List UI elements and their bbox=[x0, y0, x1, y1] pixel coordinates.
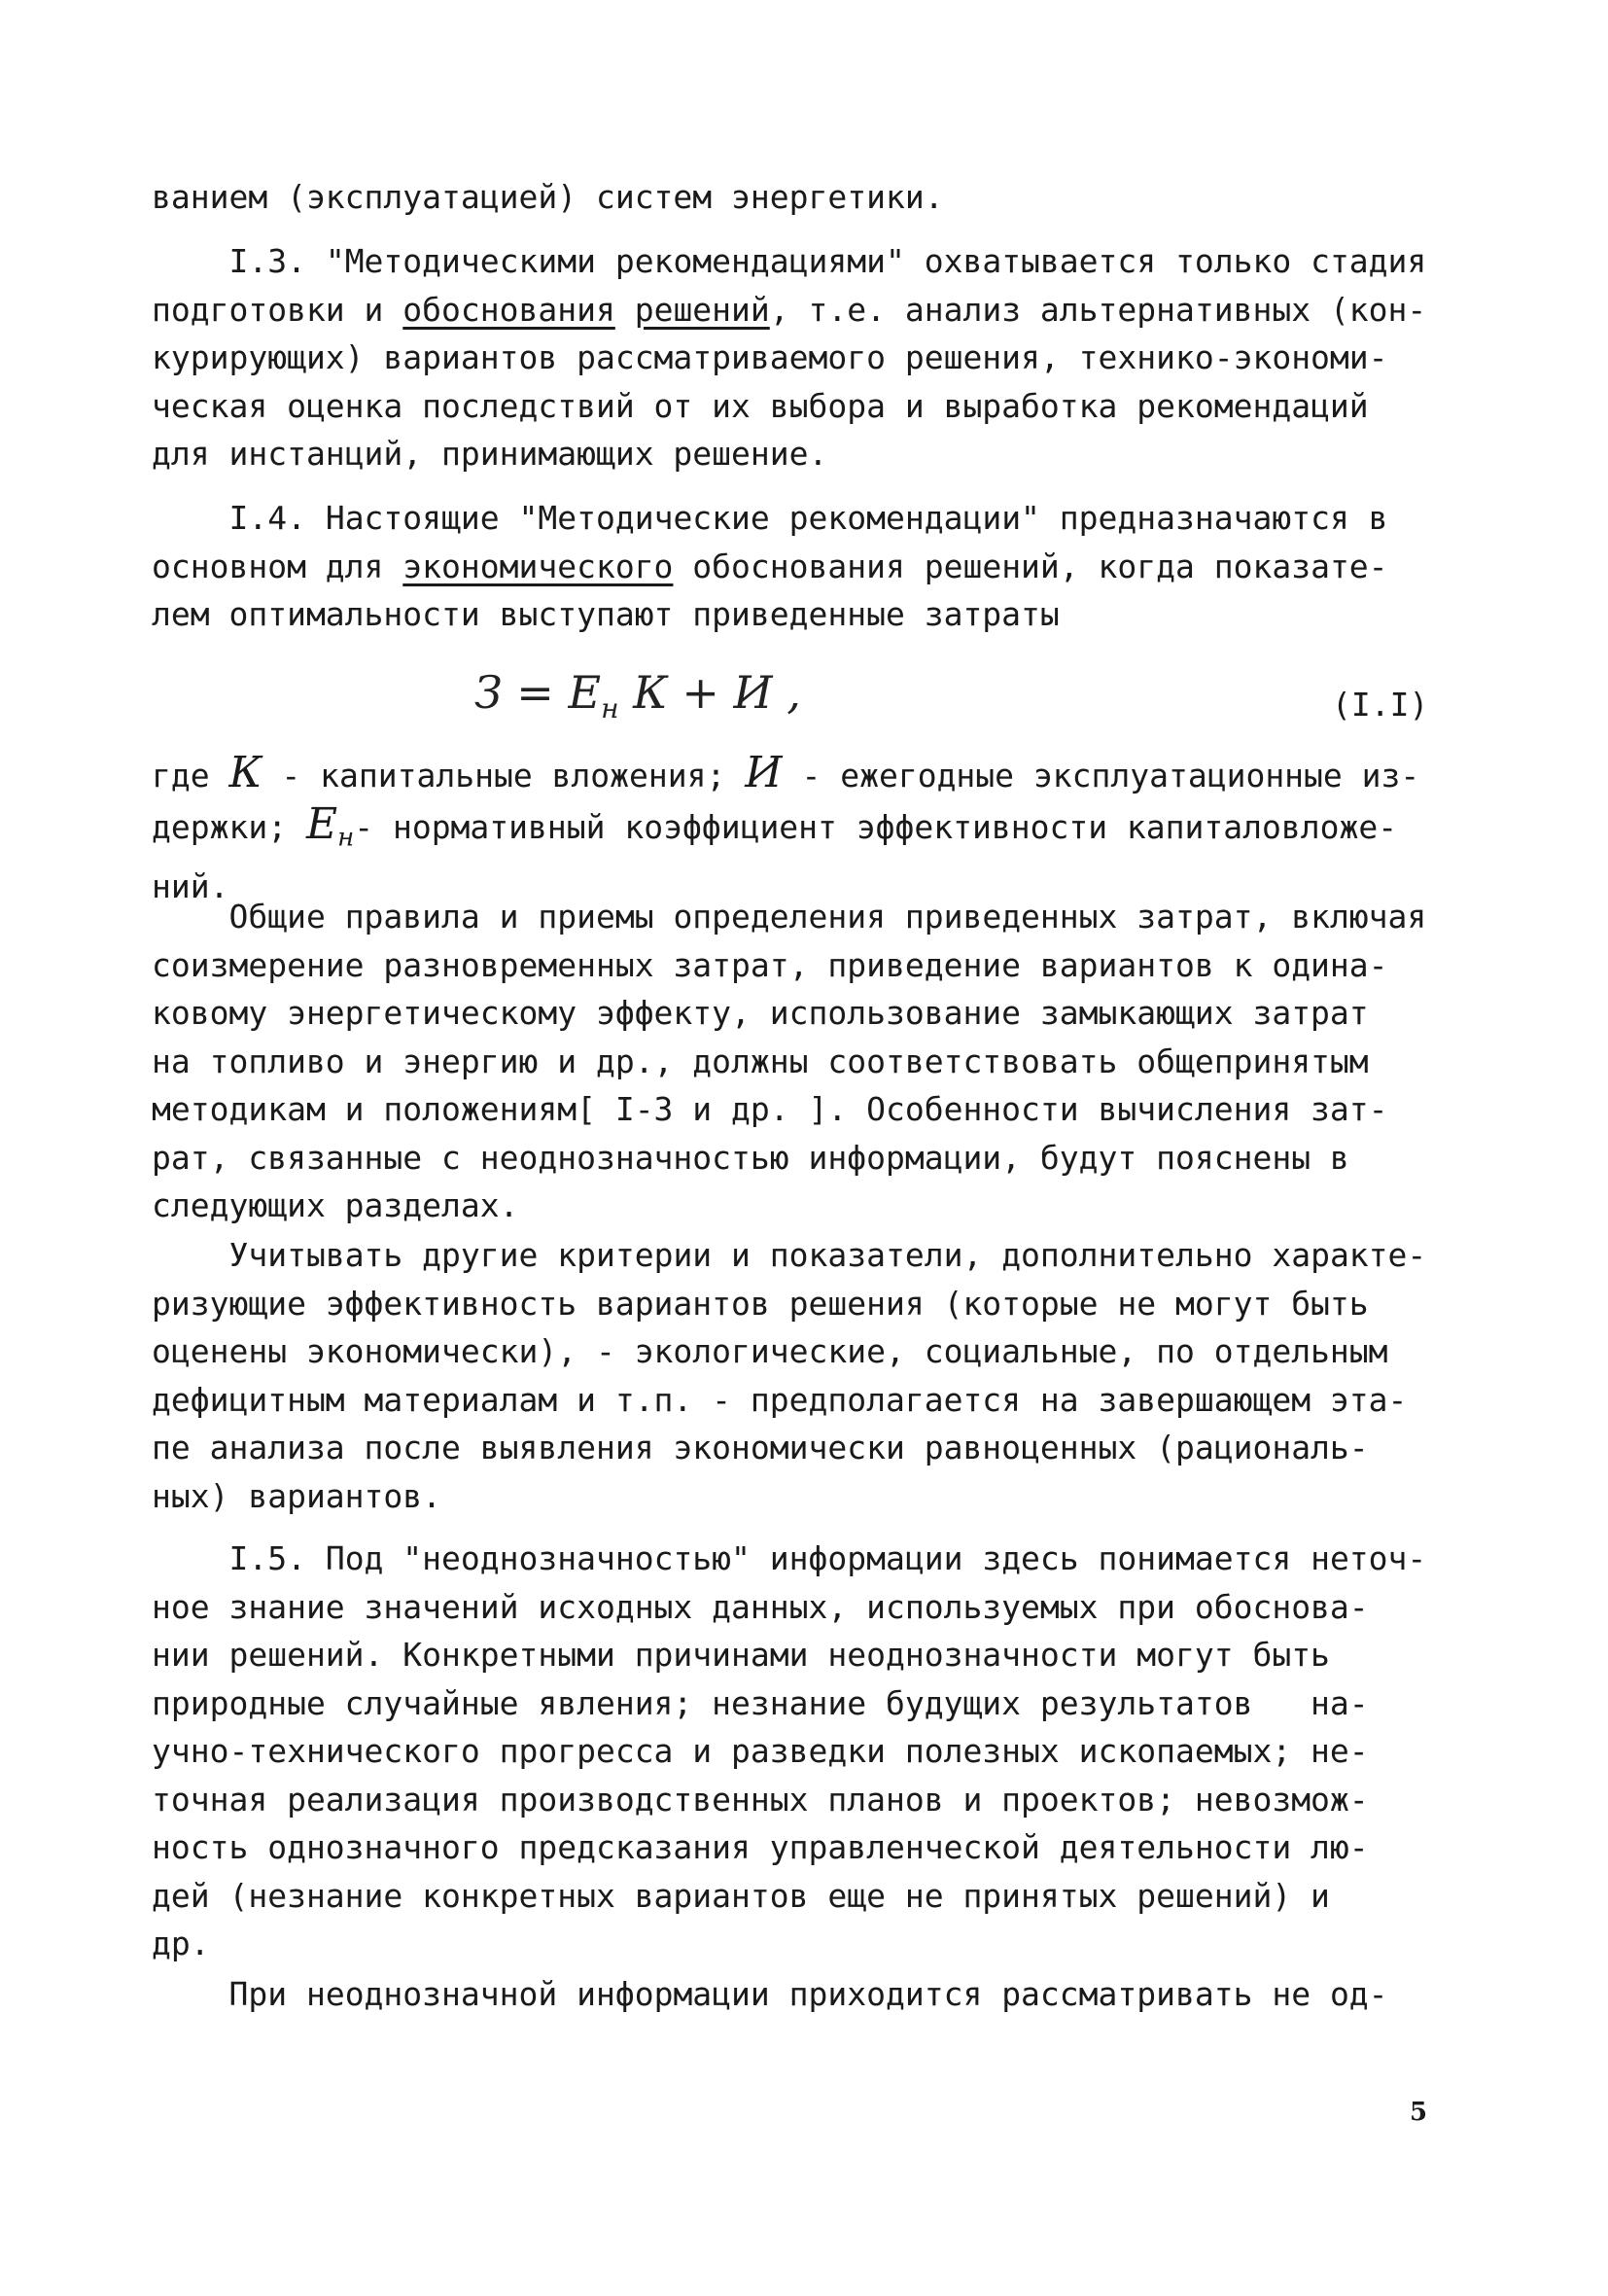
symbol-e: Е bbox=[305, 798, 338, 849]
text-run: I.4. Настоящие "Методические рекомендации" предназначаются в основном для bbox=[152, 499, 1388, 585]
symbol-k: К bbox=[228, 748, 262, 797]
underlined-word-resheniy: решений bbox=[634, 290, 770, 329]
symbol-e-subscript: н bbox=[337, 823, 355, 853]
text-run: I.3. "Методическими рекомендациями" охватывается только стадия подготовки и bbox=[152, 242, 1427, 329]
paragraph-general-rules: Общие правила и приемы определения приведенных затрат, включая соизмерение разновременных затрат, приведение вариантов к одина- ковому энергетическому эффекту, использование замыкающих затрат на топливо и энергию и др., должны соответствовать общепринятым методикам и положениям[ I-3 и др. ]. Особенности вычисления зат- рат, связанные с неоднозначностью информации, будут пояснены в следующих разделах. bbox=[152, 898, 1427, 1224]
formula-number: (I.I) bbox=[1332, 686, 1429, 724]
formula-subscript-n: н bbox=[601, 692, 619, 724]
paragraph-1-3 bbox=[152, 237, 1450, 478]
formula-k: К bbox=[633, 666, 668, 719]
text-run: - капитальные вложения; bbox=[262, 757, 746, 795]
page-number: 5 bbox=[1410, 2098, 1428, 2127]
text-run bbox=[615, 291, 635, 329]
formula-lhs: З bbox=[474, 666, 503, 719]
paragraph-1-5: I.5. Под "неоднозначностью" информации здесь понимается неточ- ное знание значений исходных данных, используемых при обоснова- нии решений. Конкретными причинами неоднозначности могут быть природные случайные явления; незнание будущих результатов на- учно-технического прогресса и разведки полезных ископаемых; не- точная реализация производственных планов и проектов; невозмож- ность однозначного предсказания управленческой деятельности лю- дей (незнание конкретных вариантов еще не принятых решений) и др. bbox=[152, 1539, 1427, 1962]
paragraph-other-criteria: Учитывать другие критерии и показатели, дополнительно характе- ризующие эффективность вариантов решения (которые не могут быть оценены экономически), - экологические, социальные, по отдельным дефицитным материалам и т.п. - предполагается на завершающем эта- пе анализа после выявления экономически равноценных (рациональ- ных) вариантов. bbox=[152, 1236, 1427, 1515]
text-run: - нормативный коэффициент эффективности капиталовложе- ний. bbox=[152, 807, 1398, 905]
symbol-i: И bbox=[745, 748, 783, 797]
paragraph-1-4 bbox=[152, 494, 1450, 639]
paragraph-where bbox=[152, 749, 1450, 910]
text-run: где bbox=[152, 757, 229, 795]
paragraph-intro-tail: ванием (эксплуатацией) систем энергетики. bbox=[152, 178, 944, 216]
formula-plus: + bbox=[682, 666, 719, 719]
text-run: обоснования решений, когда показате- лем оптимальности выступают приведенные затраты bbox=[152, 547, 1388, 633]
formula-equals: = bbox=[516, 666, 554, 719]
underlined-word-ekonomicheskogo: экономического bbox=[402, 547, 674, 585]
formula-e: Е bbox=[568, 666, 602, 719]
formula-reduced-costs bbox=[474, 666, 801, 737]
text-run: , т.е. анализ альтернативных (кон- курирующих) вариантов рассматриваемого решения, технико-экономи- ческая оценка последствий от их выбора и выработка рекомендаций для инстанций, принимающих решение. bbox=[152, 290, 1427, 473]
text-run: - ежегодные эксплуатационные из- держки; bbox=[152, 757, 1420, 846]
underlined-word-obosnovaniya: обоснования bbox=[402, 290, 615, 329]
formula-comma: , bbox=[787, 666, 801, 719]
paragraph-final: При неоднозначной информации приходится рассматривать не од- bbox=[152, 1975, 1388, 2013]
formula-i: И bbox=[733, 666, 773, 719]
